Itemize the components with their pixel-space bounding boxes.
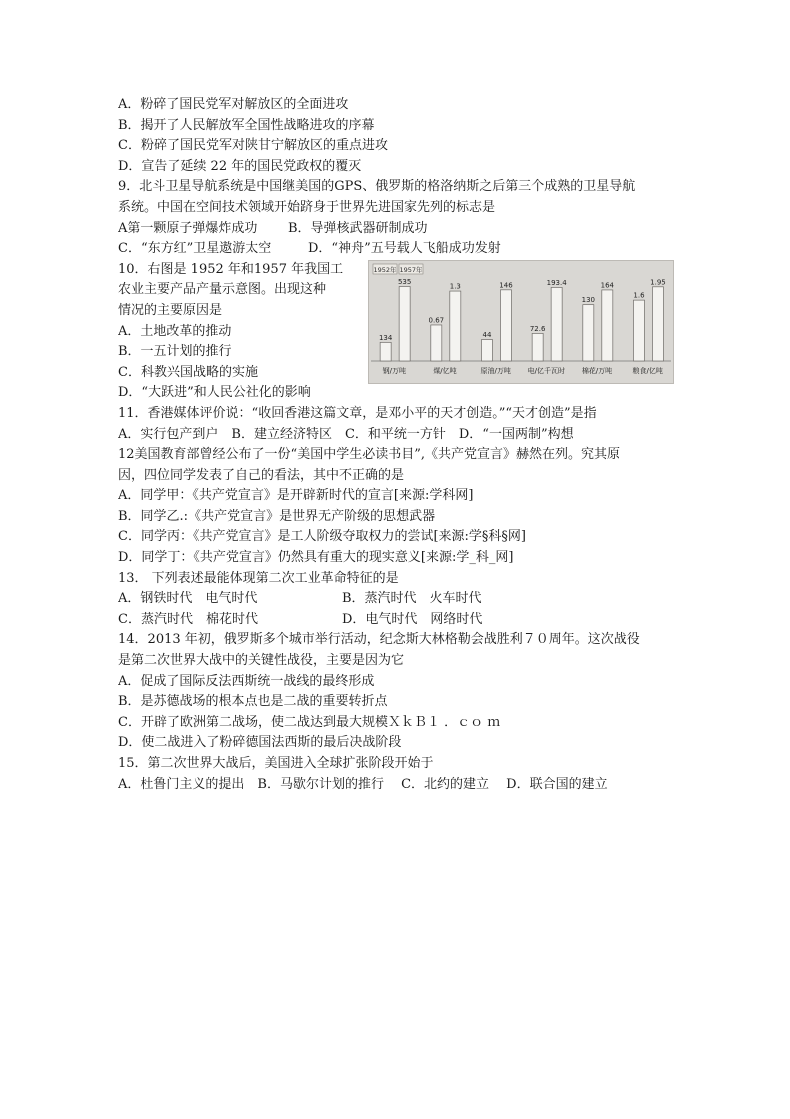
q14-option-b: B．是苏德战场的根本点也是二战的重要转折点 [118, 694, 388, 710]
bar-value-label-5-1: 1.95 [650, 278, 666, 287]
bar-3-1 [551, 287, 562, 361]
bar-4-1 [602, 290, 613, 361]
bar-4-0 [583, 304, 594, 360]
q10-option-c: C．科教兴国战略的实施 [118, 364, 258, 380]
q9-options-row-1 [118, 219, 678, 240]
q12-option-d: D．同学丁：《共产党宣言》仍然具有重大的现实意义[来源:学_科_网] [118, 550, 514, 566]
bar-value-label-0-1: 535 [397, 277, 412, 286]
q8-options [118, 95, 678, 177]
question-12 [118, 445, 678, 569]
bar-value-label-4-1: 164 [600, 281, 615, 290]
q13-options-row-2 [118, 610, 678, 631]
bar-value-label-5-0: 1.6 [633, 291, 645, 300]
q14-option-a: A．促成了国际反法西斯统一战线的最终形成 [118, 673, 375, 689]
category-label-2: 原油/万吨 [480, 366, 511, 375]
bar-2-1 [500, 290, 511, 361]
q9-stem-line-1: 9．北斗卫星导航系统是中国继美国的GPS、俄罗斯的格洛纳斯之后第三个成熟的卫星导航 [118, 179, 636, 195]
category-label-5: 粮食/亿吨 [632, 366, 663, 375]
q14-option-d: D．使二战进入了粉碎德国法西斯的最后决战阶段 [118, 735, 402, 751]
q12-stem-line-2: 因，四位同学发表了自己的看法，其中不正确的是 [118, 467, 405, 483]
q11-options: A．实行包产到户 B．建立经济特区 C．和平统一方针 D．“一国两制”构想 [118, 426, 574, 442]
q9-option-a: A第一颗原子弹爆炸成功 [118, 220, 258, 236]
bar-value-label-3-1: 193.4 [546, 278, 567, 287]
q10-option-a: A．土地改革的推动 [118, 323, 232, 339]
q12-option-c: C．同学丙：《共产党宣言》是工人阶级夺取权力的尝试[来源:学§科§网] [118, 529, 526, 545]
q13-option-d: D．电气时代 网络时代 [342, 611, 483, 627]
q12-option-a: A．同学甲：《共产党宣言》是开辟新时代的宣言[来源:学科网] [118, 488, 474, 504]
bar-0-1 [399, 286, 410, 361]
question-9 [118, 177, 678, 259]
q15-stem: 15．第二次世界大战后，美国进入全球扩张阶段开始于 [118, 756, 434, 771]
q10-stem-line-3: 情况的主要原因是 [118, 302, 223, 318]
bar-value-label-1-0: 0.67 [428, 316, 445, 325]
question-13 [118, 569, 678, 631]
bar-2-0 [481, 339, 492, 360]
q8-option-d: D．宣告了延续 22 年的国民党政权的覆灭 [118, 158, 362, 174]
legend-label-1: 1957年 [399, 265, 423, 274]
q12-stem-line-1: 12美国教育部曾经公布了一份“美国中学生必读书目”,《共产党宣言》赫然在列。究其原 [118, 447, 620, 463]
category-label-3: 电/亿千瓦时 [527, 366, 566, 375]
question-14 [118, 630, 678, 754]
q12-option-b: B．同学乙.:《共产党宣言》是世界无产阶级的思想武器 [118, 508, 436, 524]
q13-option-b: B．蒸汽时代 火车时代 [342, 591, 482, 607]
bar-value-label-0-0: 134 [378, 333, 393, 342]
q13-stem: 13． 下列表述最能体现第二次工业革命特征的是 [118, 570, 399, 586]
q9-option-d: D．“神舟”五号载人飞船成功发射 [308, 241, 501, 257]
bar-value-label-3-0: 72.6 [529, 324, 546, 333]
q10-option-d: D．“大跃进”和人民公社化的影响 [118, 385, 311, 401]
category-label-0: 钢/万吨 [382, 366, 407, 375]
q14-option-c: C．开辟了欧洲第二战场，使二战达到最大规模ＸｋＢ１ ．ｃｏ ｍ [118, 714, 501, 730]
bar-value-label-4-0: 130 [581, 295, 596, 304]
q9-option-b: B．导弹核武器研制成功 [288, 220, 428, 236]
question-10 [118, 260, 678, 404]
production-chart-svg [369, 261, 673, 383]
q10-stem-line-1: 10．右图是 1952 年和1957 年我国工 [118, 261, 344, 277]
bar-5-0 [633, 300, 644, 361]
q10-option-b: B．一五计划的推行 [118, 344, 232, 360]
bar-value-label-2-0: 44 [482, 330, 492, 339]
question-15 [118, 754, 678, 795]
bar-5-1 [652, 287, 663, 361]
bar-0-0 [380, 342, 391, 361]
q9-option-c: C．“东方红”卫星遨游太空 [118, 241, 272, 257]
legend-label-0: 1952年 [373, 265, 397, 274]
q15-options: A．杜鲁门主义的提出 B．马歇尔计划的推行 C．北约的建立 D．联合国的建立 [118, 776, 608, 792]
category-label-1: 煤/亿吨 [433, 366, 457, 375]
question-11 [118, 404, 678, 445]
q8-option-b: B．揭开了人民解放军全国性战略进攻的序幕 [118, 117, 375, 133]
bar-1-0 [431, 325, 442, 361]
bar-value-label-1-1: 1.3 [449, 282, 461, 291]
bar-1-1 [450, 291, 461, 361]
q14-stem-line-2: 是第二次世界大战中的关键性战役，主要是因为它 [118, 653, 405, 669]
q13-option-a: A．钢铁时代 电气时代 [118, 591, 258, 607]
q8-option-a: A．粉碎了国民党军对解放区的全面进攻 [118, 97, 349, 112]
q11-stem: 11．香港媒体评价说：“收回香港这篇文章，是邓小平的天才创造。”“天才创造”是指 [118, 405, 597, 421]
bar-value-label-2-1: 146 [499, 281, 513, 290]
q9-options-row-2 [118, 239, 678, 260]
exam-page [118, 95, 678, 795]
bar-3-0 [532, 333, 543, 361]
q13-option-c: C．蒸汽时代 棉花时代 [118, 611, 258, 627]
q13-options-row-1 [118, 589, 678, 610]
q14-stem-line-1: 14．2013 年初，俄罗斯多个城市举行活动，纪念斯大林格勒会战胜利７０周年。这次战役 [118, 632, 640, 648]
category-label-4: 棉花/万吨 [581, 366, 613, 375]
production-chart [368, 260, 674, 384]
q10-stem-line-2: 农业主要产品产量示意图。出现这种 [118, 282, 327, 298]
q8-option-c: C．粉碎了国民党军对陕甘宁解放区的重点进攻 [118, 138, 388, 154]
q9-stem-line-2: 系统。中国在空间技术领域开始跻身于世界先进国家先列的标志是 [118, 199, 496, 215]
